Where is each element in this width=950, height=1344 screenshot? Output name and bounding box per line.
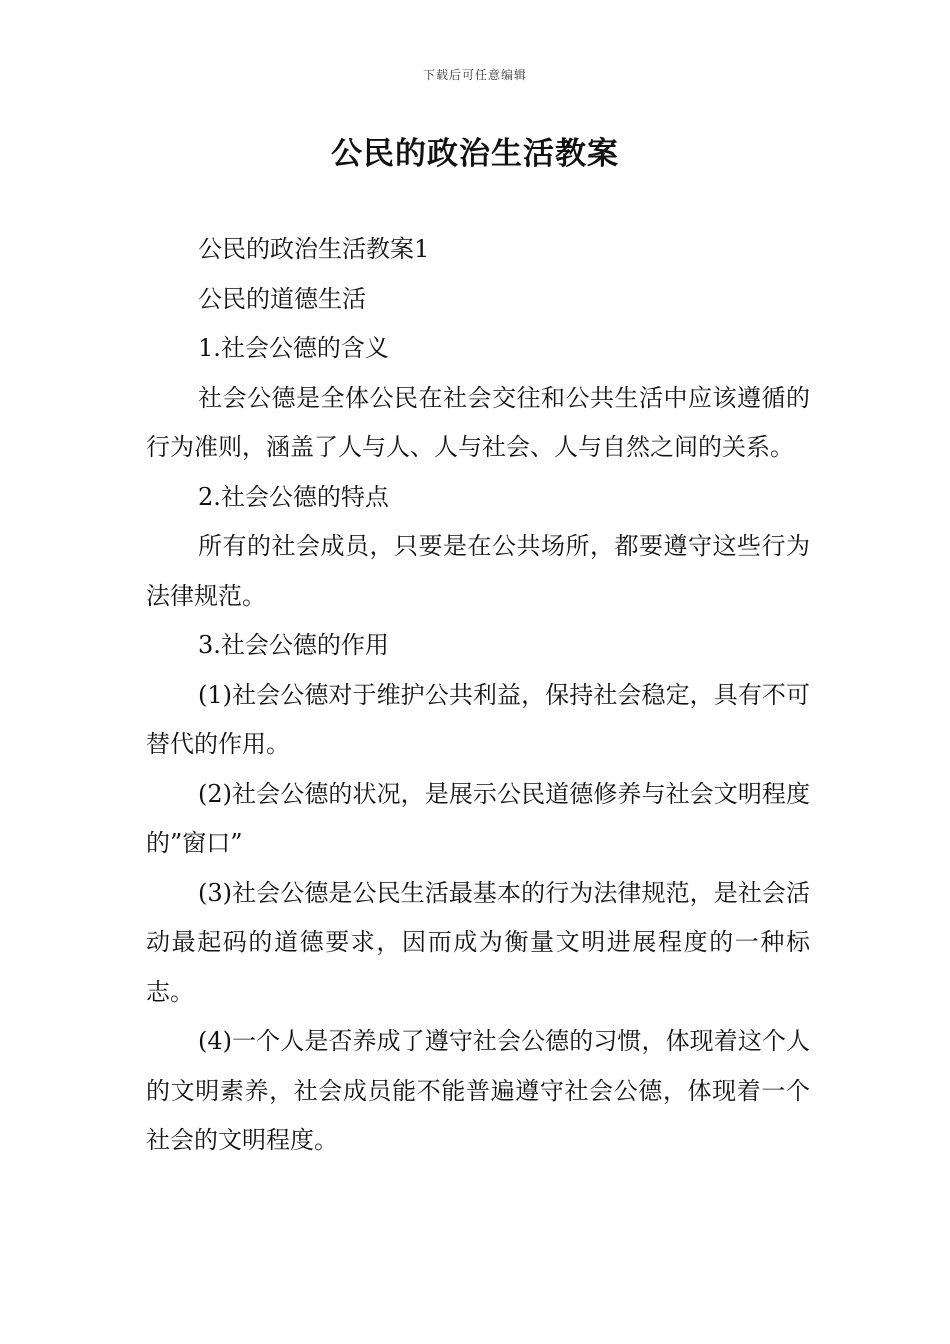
list-item-paragraph: (4)一个人是否养成了遵守社会公德的习惯，体现着这个人的文明素养，社会成员能不能普遍遵守社会公德，体现着一个社会的文明程度。: [146, 1027, 810, 1154]
point-heading: 3.社会公德的作用: [198, 631, 389, 659]
header-note: 下载后可任意编辑: [422, 68, 527, 82]
body-paragraph: 社会公德是全体公民在社会交往和公共生活中应该遵循的行为准则，涵盖了人与人、人与社会、人与自然之间的关系。: [146, 383, 810, 461]
section-heading: 公民的道德生活: [198, 284, 366, 313]
list-item-paragraph: (3)社会公德是公民生活最基本的行为法律规范，是社会活动最起码的道德要求，因而成为衡量文明进展程度的一种标志。: [146, 878, 810, 1006]
point-heading: 2.社会公德的特点: [198, 482, 389, 511]
list-item-paragraph: (2)社会公德的状况，是展示公民道德修养与社会文明程度的”窗口”: [146, 779, 810, 857]
list-item-paragraph: (1)社会公德对于维护公共利益，保持社会稳定，具有不可替代的作用。: [146, 680, 810, 758]
subtitle-paragraph: 公民的政治生活教案1: [198, 235, 430, 263]
document-body: [146, 225, 810, 1166]
body-paragraph: 所有的社会成员，只要是在公共场所，都要遵守这些行为法律规范。: [146, 532, 810, 610]
point-heading: 1.社会公德的含义: [198, 334, 389, 362]
document-title: 公民的政治生活教案: [331, 136, 619, 172]
